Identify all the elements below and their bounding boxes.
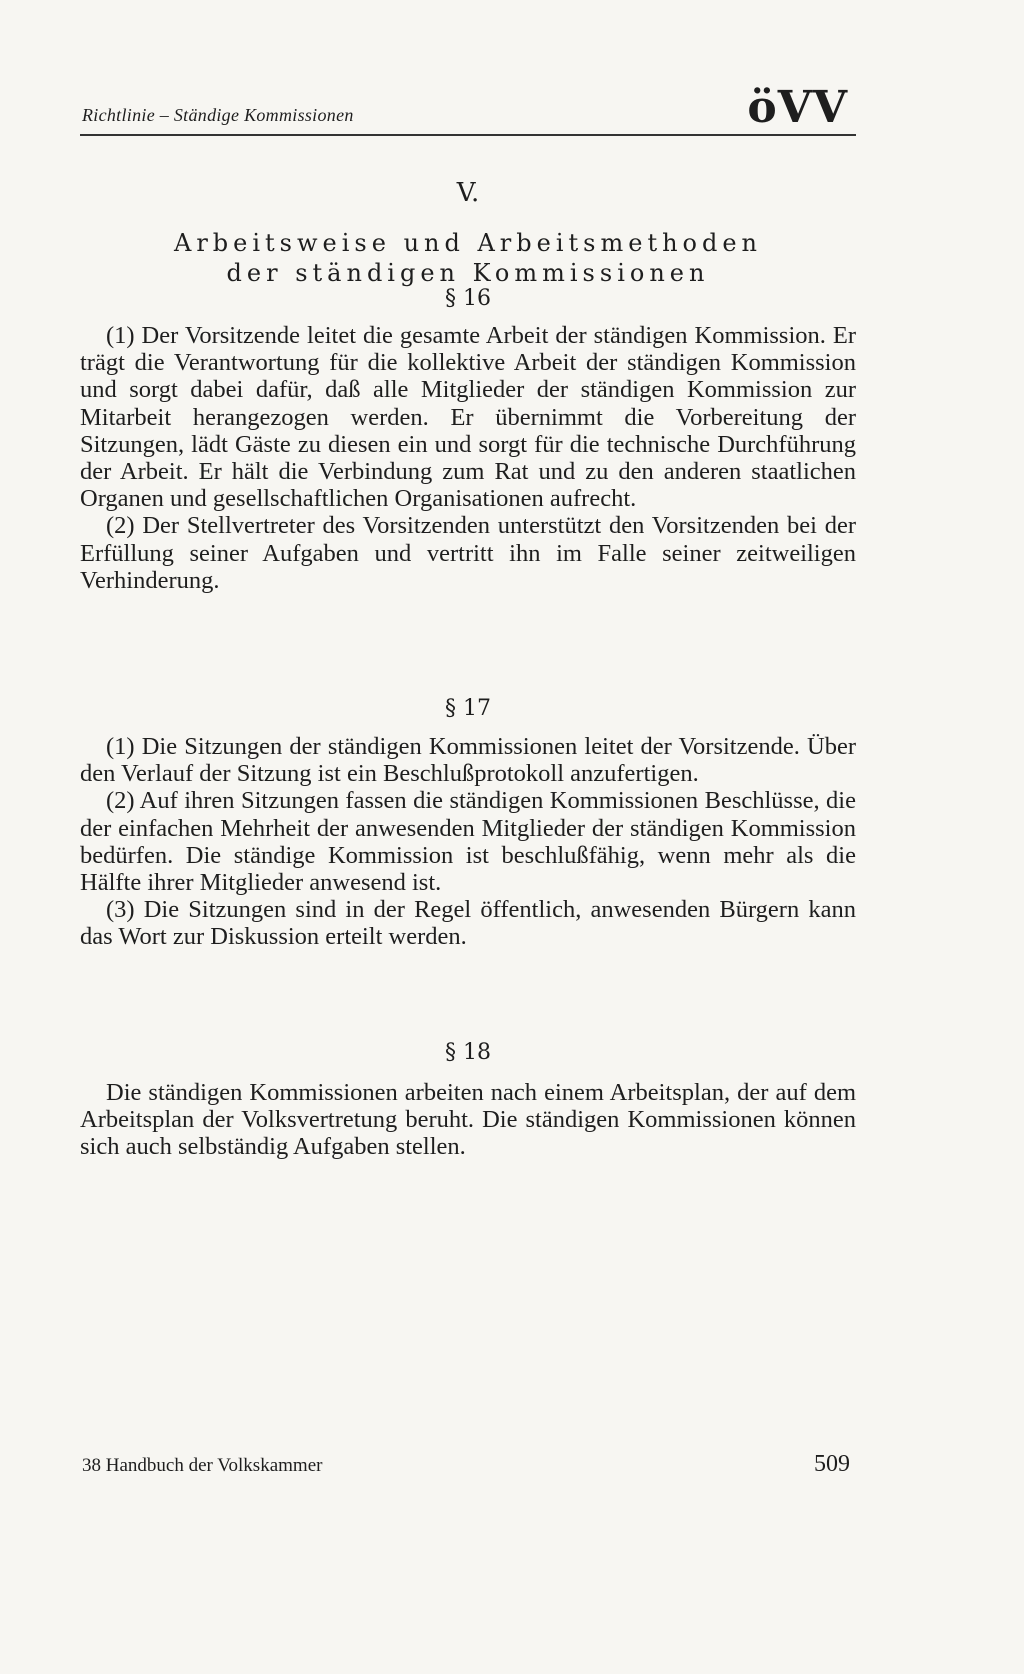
paragraph-17-heading: § 17 bbox=[445, 696, 491, 721]
paragraph-16-clause-2: (2) Der Stellvertreter des Vorsitzenden unterstützt den Vorsitzenden bei der Erfüllung seiner Aufgaben und vertritt ihn im Falle seiner zeitweiligen Verhinderung. bbox=[80, 512, 856, 594]
paragraph-16-clause-1: (1) Der Vorsitzende leitet die gesamte Arbeit der ständigen Kommission. Er trägt die Verantwortung für die kollektive Arbeit der ständigen Kommission und sorgt dabei dafür, daß alle Mitglieder der ständigen Kommission zur Mitarbeit herangezogen werden. Er übernimmt die Vorbereitung der Sitzungen, lädt Gäste zu diesen ein und sorgt für die technische Durchführung der Arbeit. Er hält die Verbindung zum Rat und zu den anderen staatlichen Organen und gesellschaftlichen Organisationen aufrecht. bbox=[80, 322, 856, 513]
paragraph-16-body bbox=[80, 322, 856, 594]
section-title-line-1: Arbeitsweise und Arbeitsmethoden bbox=[173, 229, 763, 257]
document-page bbox=[80, 0, 856, 1674]
printer-signature: 38 Handbuch der Volkskammer bbox=[82, 1455, 323, 1476]
paragraph-18-body bbox=[80, 1079, 856, 1161]
section-number: V. bbox=[456, 178, 480, 208]
running-head: Richtlinie – Ständige Kommissionen bbox=[82, 105, 354, 125]
paragraph-17-clause-2: (2) Auf ihren Sitzungen fassen die ständigen Kommissionen Beschlüsse, die der einfachen Mehrheit der anwesenden Mitglieder der ständigen Kommission bedürfen. Die ständige Kommission ist beschlußfähig, wenn mehr als die Hälfte ihrer Mitglieder anwesend ist. bbox=[80, 787, 856, 897]
page-number: 509 bbox=[814, 1451, 850, 1477]
section-title bbox=[80, 228, 856, 288]
publisher-logo: öVV bbox=[747, 82, 848, 133]
section-title-line-2: der ständigen Kommissionen bbox=[226, 259, 710, 287]
paragraph-16-heading: § 16 bbox=[445, 286, 491, 311]
page-footer bbox=[80, 1451, 856, 1485]
paragraph-18-text: Die ständigen Kommissionen arbeiten nach einem Arbeitsplan, der auf dem Arbeitsplan der Volksvertretung beruht. Die ständigen Kommissionen können sich auch selbständig Aufgaben stellen. bbox=[80, 1079, 856, 1161]
paragraph-17-clause-1: (1) Die Sitzungen der ständigen Kommissionen leitet der Vorsitzende. Über den Verlauf der Sitzung ist ein Beschlußprotokoll anzufertigen. bbox=[80, 733, 856, 788]
paragraph-17-clause-3: (3) Die Sitzungen sind in der Regel öffentlich, anwesenden Bürgern kann das Wort zur Diskussion erteilt werden. bbox=[80, 896, 856, 951]
paragraph-18-heading: § 18 bbox=[445, 1040, 491, 1065]
page-header bbox=[80, 82, 856, 136]
paragraph-17-body bbox=[80, 733, 856, 951]
